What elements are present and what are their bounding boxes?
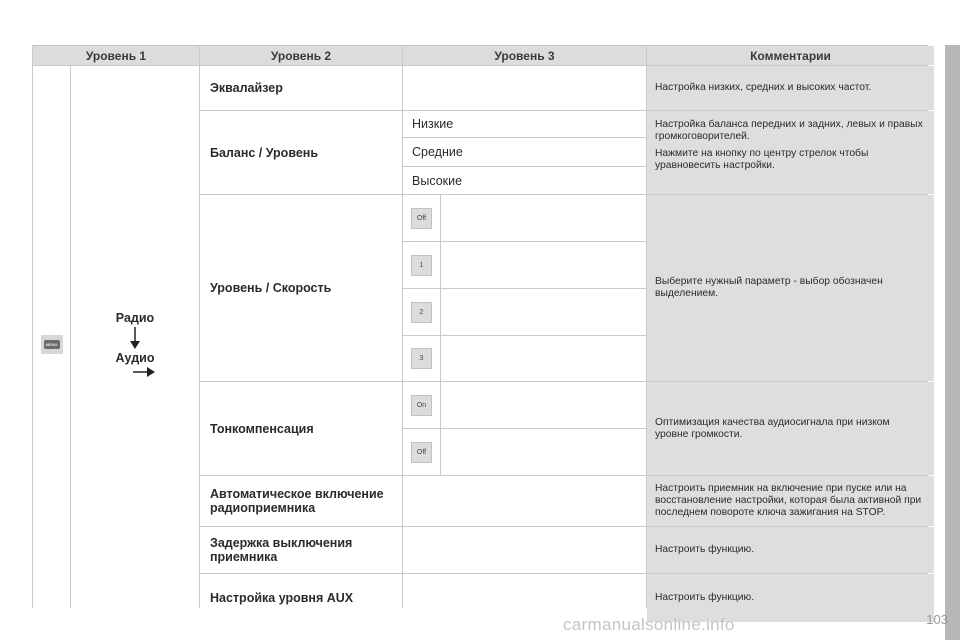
loudness-comment-text: Оптимизация качества аудиосигнала при низком уровне громкости. [655,416,890,440]
speed-1-empty [441,242,646,288]
header-level3: Уровень 3 [403,46,646,65]
equalizer-comment-text: Настройка низких, средних и высоких частот. [655,82,872,93]
equalizer-comment [647,66,934,110]
speed-3-cell [403,336,440,381]
speed-off-empty [441,195,646,241]
loudness-off-cell [403,429,440,475]
aux-comment-text: Настроить функцию. [655,592,755,603]
speed-off-cell [403,195,440,241]
level1-audio-label: Аудио [115,351,155,365]
menu-button-icon [41,335,63,354]
speed-2-empty [441,289,646,335]
balance-comment-2: Нажмите на кнопку по центру стрелок чтобы уравновесить настройки. [655,148,869,171]
loudness-off-empty [441,429,646,475]
balance-label: Баланс / Уровень [200,111,402,194]
header-comments: Комментарии [647,46,934,65]
speed-2-icon[interactable]: 2 [411,302,432,323]
arrow-right-icon [133,367,155,377]
balance-comment [647,111,934,194]
settings-table [32,45,928,608]
equalizer-empty [403,66,646,110]
menu-icon-label: MENU [44,340,60,349]
speed-3-icon[interactable]: 3 [411,348,432,369]
autostart-comment [647,476,934,526]
delay-label: Задержка выключения приемника [200,527,402,573]
delay-comment-text: Настроить функцию. [655,544,755,555]
balance-option-high[interactable]: Высокие [403,167,646,194]
level1-radio-label: Радио [115,311,155,325]
loudness-on-icon[interactable]: On [411,395,432,416]
speed-1-cell [403,242,440,288]
equalizer-label: Эквалайзер [200,66,402,110]
balance-option-low[interactable]: Низкие [403,111,646,137]
speed-comment [647,195,934,381]
speed-comment-text: Выберите нужный параметр - выбор обозначен выделением. [655,276,883,299]
level1-path [71,66,199,622]
loudness-off-icon[interactable]: Off [411,442,432,463]
loudness-on-empty [441,382,646,428]
speed-3-empty [441,336,646,381]
arrow-down-icon [130,327,140,349]
page-edge-bar [945,45,960,640]
loudness-on-cell [403,382,440,428]
header-level1: Уровень 1 [33,46,199,65]
autostart-empty [403,476,646,526]
menu-button-cell [33,66,70,622]
page-number: 103 [926,612,948,627]
aux-label: Настройка уровня AUX [200,574,402,622]
header-level2: Уровень 2 [200,46,402,65]
loudness-label: Тонкомпенсация [200,382,402,475]
autostart-label: Автоматическое включение радиоприемника [200,476,402,526]
speed-2-cell [403,289,440,335]
balance-comment-1: Настройка баланса передних и задних, левых и правых громкоговорителей. [655,119,923,142]
delay-empty [403,527,646,573]
watermark: carmanualsonline.info [563,615,735,634]
loudness-comment [647,382,934,475]
balance-option-mid[interactable]: Средние [403,138,646,166]
delay-comment [647,527,934,573]
speed-1-icon[interactable]: 1 [411,255,432,276]
autostart-comment-text: Настроить приемник на включение при пуске или на восстановление настройки, которая была активной при последнем повороте ключа зажигания на STOP. [655,483,922,518]
speed-label: Уровень / Скорость [200,195,402,381]
speed-off-icon[interactable]: Off [411,208,432,229]
